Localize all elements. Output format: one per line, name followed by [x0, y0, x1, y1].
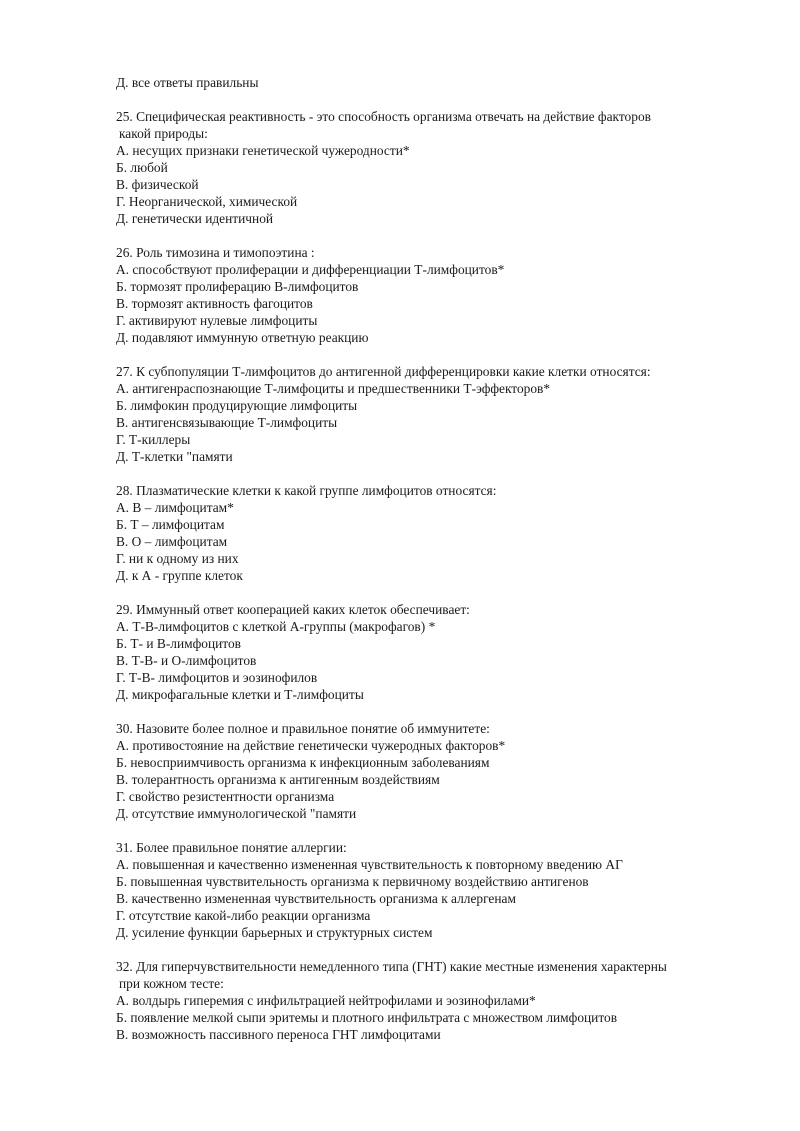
question-block: [116, 839, 756, 941]
answer-option: Д. микрофагальные клетки и Т-лимфоциты: [116, 687, 364, 702]
answer-option: Г. активируют нулевые лимфоциты: [116, 313, 318, 328]
answer-option: А. волдырь гиперемия с инфильтрацией нейтрофилами и эозинофилами*: [116, 993, 536, 1008]
answer-option: Б. любой: [116, 160, 168, 175]
question-block: [116, 482, 756, 584]
answer-option: Д. генетически идентичной: [116, 211, 274, 226]
question-text: 26. Роль тимозина и тимопоэтина :: [116, 245, 315, 260]
answer-option: Г. отсутствие какой-либо реакции организма: [116, 908, 371, 923]
answer-option: Д. Т-клетки "памяти: [116, 449, 233, 464]
question-block: [116, 244, 756, 346]
question-text: 29. Иммунный ответ кооперацией каких клеток обеспечивает:: [116, 602, 470, 617]
answer-option: В. О – лимфоцитам: [116, 534, 228, 549]
answer-option: Д. к А - группе клеток: [116, 568, 243, 583]
question-list: [116, 108, 756, 1043]
document-page: [116, 74, 756, 1043]
answer-option: Г. Неорганической, химической: [116, 194, 298, 209]
answer-option: Б. повышенная чувствительность организма к первичному воздействию антигенов: [116, 874, 589, 889]
question-block: [116, 601, 756, 703]
answer-option: Г. Т-киллеры: [116, 432, 191, 447]
answer-option: В. Т-В- и О-лимфоцитов: [116, 653, 257, 668]
answer-option: Б. Т – лимфоцитам: [116, 517, 225, 532]
answer-option: А. противостояние на действие генетически чужеродных факторов*: [116, 738, 506, 753]
question-block: [116, 958, 756, 1043]
question-text: при кожном тесте:: [119, 976, 224, 991]
answer-option: А. В – лимфоцитам*: [116, 500, 234, 515]
answer-option: А. способствуют пролиферации и дифференциации Т-лимфоцитов*: [116, 262, 505, 277]
answer-option: Г. свойство резистентности организма: [116, 789, 335, 804]
answer-option: В. качественно измененная чувствительность организма к аллергенам: [116, 891, 516, 906]
answer-option: В. антигенсвязывающие Т-лимфоциты: [116, 415, 338, 430]
answer-option: В. физической: [116, 177, 199, 192]
answer-option: Б. появление мелкой сыпи эритемы и плотного инфильтрата с множеством лимфоцитов: [116, 1010, 618, 1025]
question-block: [116, 363, 756, 465]
answer-option: Б. тормозят пролиферацию В-лимфоцитов: [116, 279, 359, 294]
answer-option: В. толерантность организма к антигенным воздействиям: [116, 772, 440, 787]
answer-option: Б. Т- и В-лимфоцитов: [116, 636, 241, 651]
answer-option: А. несущих признаки генетической чужеродности*: [116, 143, 410, 158]
answer-option: Б. невосприимчивость организма к инфекционным заболеваниям: [116, 755, 490, 770]
answer-option: Д. отсутствие иммунологической "памяти: [116, 806, 357, 821]
question-text: какой природы:: [119, 126, 208, 141]
answer-option: Д. подавляют иммунную ответную реакцию: [116, 330, 369, 345]
lead-answer-line: Д. все ответы правильны: [116, 75, 259, 90]
question-block: [116, 720, 756, 822]
question-text: 32. Для гиперчувствительности немедленного типа (ГНТ) какие местные изменения характерны: [116, 959, 667, 974]
answer-option: А. антигенраспознающие Т-лимфоциты и предшественники Т-эффекторов*: [116, 381, 551, 396]
question-block: [116, 108, 756, 227]
answer-option: А. повышенная и качественно измененная чувствительность к повторному введению АГ: [116, 857, 623, 872]
answer-option: Г. ни к одному из них: [116, 551, 239, 566]
question-text: 25. Специфическая реактивность - это способность организма отвечать на действие факторов: [116, 109, 651, 124]
question-text: 28. Плазматические клетки к какой группе лимфоцитов относятся:: [116, 483, 497, 498]
answer-option: Б. лимфокин продуцирующие лимфоциты: [116, 398, 358, 413]
question-text: 30. Назовите более полное и правильное понятие об иммунитете:: [116, 721, 490, 736]
question-text: 27. К субпопуляции Т-лимфоцитов до антигенной дифференцировки какие клетки относятся:: [116, 364, 651, 379]
answer-option: В. тормозят активность фагоцитов: [116, 296, 313, 311]
answer-option: В. возможность пассивного переноса ГНТ лимфоцитами: [116, 1027, 441, 1042]
answer-option: А. Т-В-лимфоцитов с клеткой А-группы (макрофагов) *: [116, 619, 436, 634]
answer-option: Д. усиление функции барьерных и структурных систем: [116, 925, 433, 940]
answer-option: Г. Т-В- лимфоцитов и эозинофилов: [116, 670, 318, 685]
question-text: 31. Более правильное понятие аллергии:: [116, 840, 347, 855]
